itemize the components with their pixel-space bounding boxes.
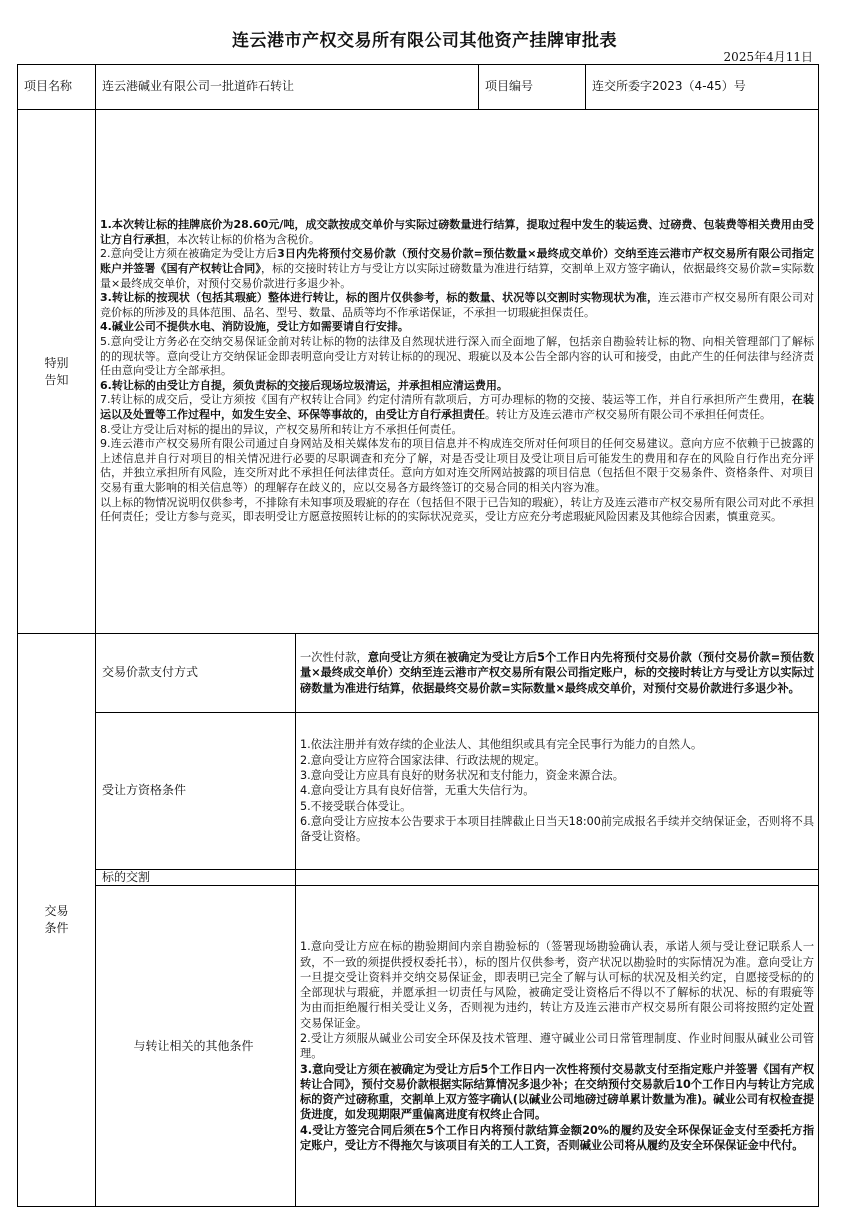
other-conditions-label: 与转让相关的其他条件 <box>96 886 296 1207</box>
form-date: 2025年4月11日 <box>723 50 813 64</box>
qualification-item: 3.意向受让方应具有良好的财务状况和支付能力，资金来源合法。 <box>300 769 624 783</box>
special-notice-label: 特别告知 <box>18 110 96 634</box>
qualification-item: 5.不接受联合体受让。 <box>300 799 412 813</box>
qualification-item: 6.意向受让方应按本公告要求于本项目挂牌截止日当天18:00前完成报名手续并交纳保证金，否则将不具备受让资格。 <box>300 814 815 844</box>
notice-item: 3.转让标的按现状（包括其瑕疵）整体进行转让，标的图片仅供参考，标的数量、状况等以交割时实物现状为准，连云港市产权交易所有限公司对竞价标的所涉及的具体范围、品名、型号、数量、品质等均不作承诺保证，不承担一切瑕疵担保责任。 <box>100 291 815 319</box>
qualification-item: 2.意向受让方应符合国家法律、行政法规的规定。 <box>300 753 546 767</box>
other-conditions-row <box>18 886 819 1207</box>
page-title: 连云港市产权交易所有限公司其他资产挂牌审批表 <box>232 31 617 51</box>
header-row <box>18 65 819 110</box>
trade-conditions-label: 交易条件 <box>18 634 96 1207</box>
notice-item: 以上标的物情况说明仅供参考，不排除有未知事项及瑕疵的存在（包括但不限于已告知的瑕疵），转让方及连云港市产权交易所有限公司对此不承担任何责任；受让方参与竞买，即表明受让方愿意按照转让标的的实际状况竞买，受让方应充分考虑瑕疵风险因素及其他综合因素，慎重竞买。 <box>100 495 815 524</box>
delivery-label: 标的交割 <box>96 870 296 886</box>
delivery-row <box>18 870 819 886</box>
notice-item: 7.转让标的成交后，受让方须按《国有产权转让合同》约定付清所有款项后，方可办理标的物的交接、装运等工作，并自行承担所产生费用，在装运以及处置等工作过程中，如发生安全、环保等事故的，由受让方自行承担责任。转让方及连云港市产权交易所有限公司不承担任何责任。 <box>100 393 815 421</box>
notice-item: 2.意向受让方须在被确定为受让方后3日内先将预付交易价款（预付交易价款=预估数量×最终成交单价）交纳至连云港市产权交易所有限公司指定账户并签署《国有产权转让合同》，标的交接时转让方与受让方以实际过磅数量为准进行结算，交割单上双方签字确认，依据最终交易价款=实际数量×最终成交单价，对预付交易价款进行多退少补。 <box>100 247 815 290</box>
notice-item: 1.本次转让标的挂牌底价为28.60元/吨，成交款按成交单价与实际过磅数量进行结算，提取过程中发生的装运费、过磅费、包装费等相关费用由受让方自行承担，本次转让标的价格为含税价。 <box>100 218 815 246</box>
other-condition-item: 2.受让方须服从碱业公司安全环保及技术管理、遵守碱业公司日常管理制度、作业时间服从碱业公司管理。 <box>300 1032 815 1061</box>
notice-item: 9.连云港市产权交易所有限公司通过自身网站及相关媒体发布的项目信息并不构成连交所对任何项目的任何交易建议。意向方应不依赖于已披露的上述信息并自行对项目的相关情况进行必要的尽职调查和充分了解，对是否受让项目及受让项目后可能发生的费用和存在的风险自行作出充分评估，并独立承担所有风险，连交所对此不承担任何法律责任。意向方如对连交所网站披露的项目信息（包括但不限于交易条件、资格条件、对项目交易有重大影响的相关信息等）的理解存在歧义的，应以交易各方最终签订的交易合同的相关内容为准。 <box>100 437 815 494</box>
notice-item: 4.碱业公司不提供水电、消防设施，受让方如需要请自行安排。 <box>100 320 409 334</box>
other-condition-item: 3.意向受让方须在被确定为受让方后5个工作日内一次性将预付交易款支付至指定账户并签署《国有产权转让合同》，预付交易价款根据实际结算情况多退少补；在交纳预付交易款后10个工作日内与转让方完成标的资产过磅称重，交割单上双方签字确认(以碱业公司地磅过磅单累计数量为准)。碱业公司有权检查提货进度，如发现期限严重偏离进度有权终止合同。 <box>300 1062 815 1122</box>
delivery-value <box>296 870 819 886</box>
notice-item: 5.意向受让方务必在交纳交易保证金前对转让标的物的法律及自然现状进行深入而全面地了解，包括亲自勘验转让标的物、向相关管理部门了解标的的现状等。意向受让方交纳保证金即表明意向受让方对转让标的的现况、瑕疵以及本公告全部内容的认可和接受，由此产生的任何法律与经济责任由意向受让方全部承担。 <box>100 335 815 378</box>
qualification-row <box>18 713 819 870</box>
payment-row <box>18 634 819 713</box>
special-notice-content <box>96 110 819 634</box>
notice-item: 6.转让标的由受让方自提，须负责标的交接后现场垃圾清运，并承担相应清运费用。 <box>100 378 508 392</box>
qualification-item: 1.依法注册并有效存续的企业法人、其他组织或具有完全民事行为能力的自然人。 <box>300 738 703 752</box>
payment-method-value: 一次性付款，意向受让方须在被确定为受让方后5个工作日内先将预付交易价款（预付交易价款=预估数量×最终成交单价）交纳至连云港市产权交易所有限公司指定账户，标的交接时转让方与受让方以实际过磅数量为准进行结算，依据最终交易价款=实际数量×最终成交单价，对预付交易价款进行多退少补。 <box>296 634 819 713</box>
other-condition-item: 4.受让方签完合同后须在5个工作日内将预付款结算金额20%的履约及安全环保保证金支付至委托方指定账户，受让方不得拖欠与该项目有关的工人工资，否则碱业公司将从履约及安全环保保证金中代付。 <box>300 1123 815 1153</box>
project-name-label: 项目名称 <box>18 65 96 110</box>
qualification-item: 4.意向受让方具有良好信誉，无重大失信行为。 <box>300 784 535 798</box>
special-notice-row <box>18 110 819 634</box>
other-conditions-value <box>296 886 819 1207</box>
project-code-value: 连交所委字2023（4-45）号 <box>586 65 819 110</box>
qualification-value <box>296 713 819 870</box>
qualification-label: 受让方资格条件 <box>96 713 296 870</box>
project-name-value: 连云港碱业有限公司一批道砟石转让 <box>96 65 479 110</box>
approval-form-table <box>17 64 819 1207</box>
notice-item: 8.受让方受让后对标的提出的异议，产权交易所和转让方不承担任何责任。 <box>100 422 463 436</box>
project-code-label: 项目编号 <box>479 65 586 110</box>
other-condition-item: 1.意向受让方应在标的勘验期间内亲自勘验标的（签署现场勘验确认表，承诺人须与受让登记联系人一致，不一致的须提供授权委托书），标的图片仅供参考，资产状况以勘验时的实际情况为准。意向受让方一旦提交受让资料并交纳交易保证金，即表明已完全了解与认可标的状况及相关约定，自愿接受标的的全部现状与瑕疵，并愿承担一切责任与风险，被确定受让资格后不得以不了解标的状况、标的有瑕疵等为由而拒绝履行相关受让义务，否则视为违约，转让方及连云港市产权交易所有限公司将按照约定处置交易保证金。 <box>300 940 815 1030</box>
payment-method-label: 交易价款支付方式 <box>96 634 296 713</box>
